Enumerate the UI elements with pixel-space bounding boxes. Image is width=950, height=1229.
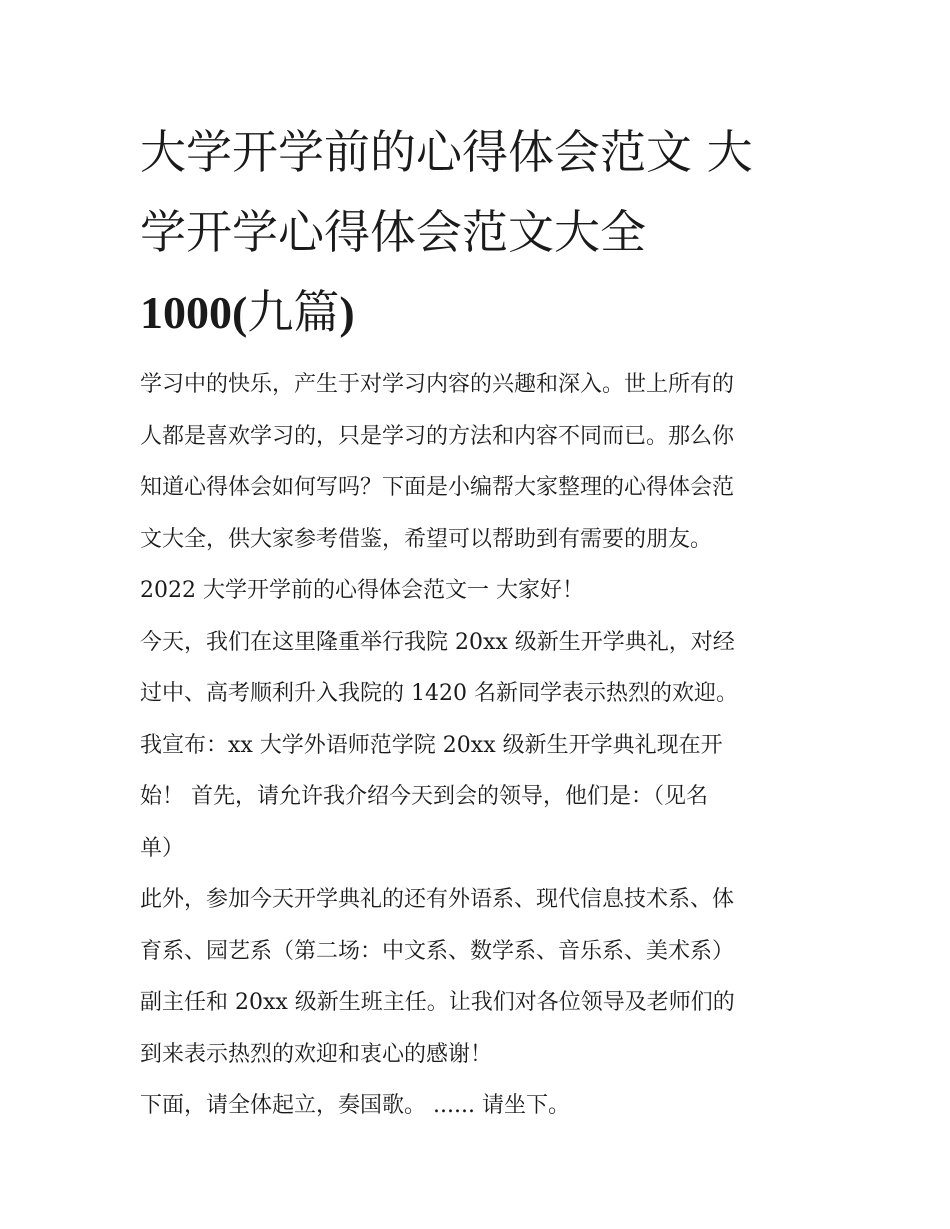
paragraph-line: 育系、园艺系（第二场：中文系、数学系、音乐系、美术系） [140, 938, 735, 964]
paragraph-announcement [140, 720, 816, 875]
paragraph-line: 今天，我们在这里隆重举行我院 20xx 级新生开学典礼，对经 [140, 629, 735, 655]
paragraph-line: 到来表示热烈的欢迎和衷心的感谢！ [140, 1041, 493, 1067]
paragraph-line: 文大全，供大家参考借鉴，希望可以帮助到有需要的朋友。 [140, 526, 713, 552]
title-line-3-text: 九篇 [247, 285, 340, 339]
paragraph-line: 学习中的快乐，产生于对学习内容的兴趣和深入。世上所有的 [140, 372, 735, 397]
paragraph-line: 2022 大学开学前的心得体会范文一 大家好！ [140, 578, 584, 603]
paragraph-section-heading [140, 565, 816, 617]
document-title [140, 112, 816, 353]
title-line-3-close: ) [339, 287, 355, 338]
title-line-1: 大学开学前的心得体会范文 大 [140, 125, 753, 179]
document-page [140, 112, 816, 1132]
paragraph-line: 人都是喜欢学习的，只是学习的方法和内容不同而已。那么你 [140, 423, 735, 449]
paragraph-line: 始！ 首先，请允许我介绍今天到会的领导，他们是：（见名 [140, 784, 708, 809]
paragraph-line: 下面，请全体起立，奏国歌。 ...... 请坐下。 [140, 1093, 570, 1118]
paragraph-welcome [140, 617, 816, 720]
paragraph-line: 副主任和 20xx 级新生班主任。让我们对各位领导及老师们的 [140, 990, 735, 1015]
paragraph-intro [140, 359, 816, 565]
paragraph-attendees [140, 874, 816, 1080]
paragraph-line: 知道心得体会如何写吗？下面是小编帮大家整理的心得体会范 [140, 475, 735, 500]
paragraph-line: 过中、高考顺利升入我院的 1420 名新同学表示热烈的欢迎。 [140, 681, 738, 706]
title-line-3-number: 1000( [140, 287, 248, 338]
paragraph-line: 我宣布：xx 大学外语师范学院 20xx 级新生开学典礼现在开 [140, 732, 723, 758]
paragraph-line: 单） [140, 835, 185, 861]
title-line-3 [140, 272, 816, 353]
title-line-2: 学开学心得体会范文大全 [140, 205, 646, 259]
paragraph-anthem [140, 1080, 816, 1132]
paragraph-line: 此外，参加今天开学典礼的还有外语系、现代信息技术系、体 [140, 887, 735, 912]
document-body [140, 359, 816, 1132]
